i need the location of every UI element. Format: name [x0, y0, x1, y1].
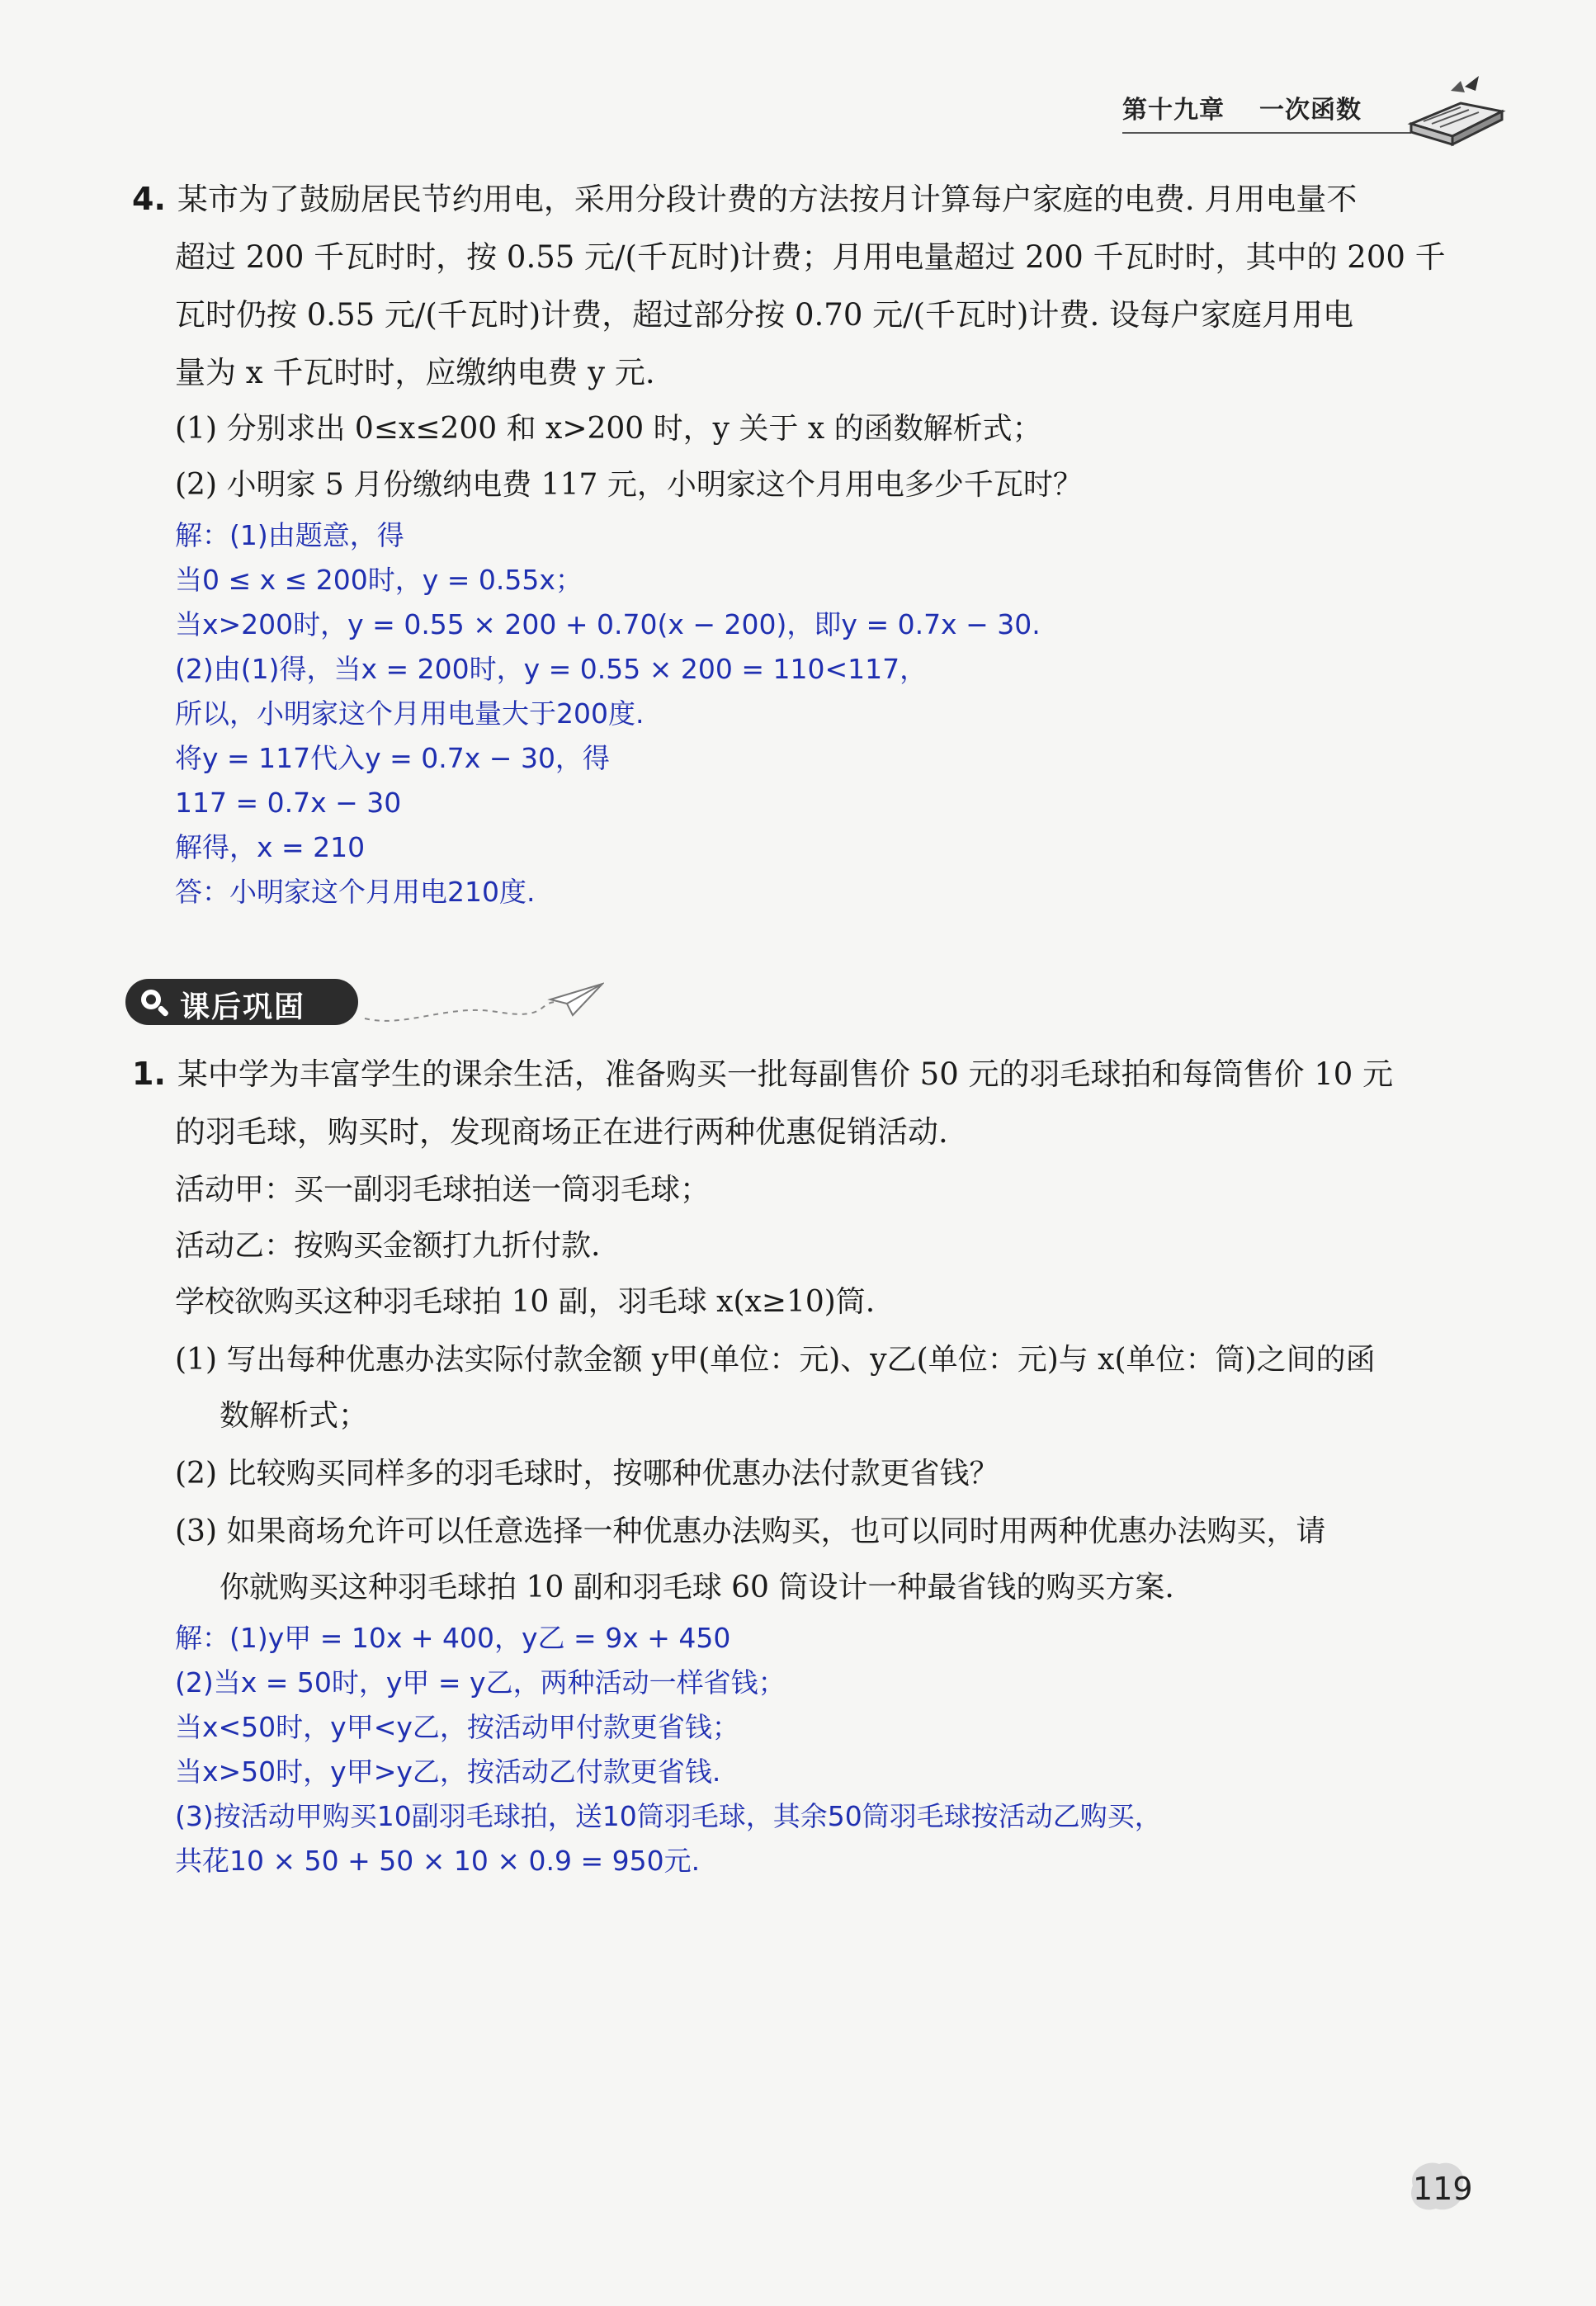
question-1-part-3-cont: 你就购买这种羽毛球拍 10 副和羽毛球 60 筒设计一种最省钱的购买方案.	[220, 1571, 1174, 1604]
question-4-part-1: (1) 分别求出 0≤x≤200 和 x>200 时，y 关于 x 的函数解析式；	[175, 412, 1042, 446]
answer-line: (2)当x = 50时，y甲 = y乙，两种活动一样省钱；	[175, 1666, 786, 1699]
answer-line: 当x>200时，y = 0.55 × 200 + 0.70(x − 200)，即y = 0.7x − 30.	[175, 608, 1041, 640]
question-4-part-2: (2) 小明家 5 月份缴纳电费 117 元，小明家这个月用电多少千瓦时？	[175, 468, 1083, 502]
question-1-line-1: 1. 某中学为丰富学生的课余生活，准备购买一批每副售价 50 元的羽毛球拍和每筒售价 10 元	[132, 1056, 1394, 1092]
answer-line: (3)按活动甲购买10副羽毛球拍，送10筒羽毛球，其余50筒羽毛球按活动乙购买，	[175, 1800, 1162, 1832]
magnifier-icon	[137, 985, 172, 1020]
chapter-title	[1122, 89, 1396, 125]
activity-a: 活动甲：买一副羽毛球拍送一筒羽毛球；	[175, 1173, 711, 1207]
chapter-topic: 一次函数	[1259, 96, 1362, 125]
page-header	[1122, 74, 1551, 149]
answer-line: 解：(1)由题意，得	[175, 519, 404, 551]
question-1-part-2: (2) 比较购买同样多的羽毛球时，按哪种优惠办法付款更省钱？	[175, 1457, 999, 1491]
answer-line: 共花10 × 50 + 50 × 10 × 0.9 = 950元.	[175, 1845, 701, 1877]
section-title: 课后巩固	[180, 990, 306, 1024]
section-pill	[125, 979, 358, 1025]
section-banner	[125, 979, 588, 1037]
question-number: 4.	[132, 181, 166, 217]
question-1-part-1: (1) 写出每种优惠办法实际付款金额 y甲(单位：元)、y乙(单位：元)与 x(单位：筒)之间的函	[175, 1343, 1376, 1377]
answer-line: 解得，x = 210	[175, 831, 366, 863]
answer-line: 当x<50时，y甲<y乙，按活动甲付款更省钱；	[175, 1711, 739, 1743]
question-number: 1.	[132, 1056, 166, 1092]
question-1-line-2: 的羽毛球，购买时，发现商场正在进行两种优惠促销活动.	[175, 1114, 948, 1150]
chapter-number: 第十九章	[1122, 96, 1225, 125]
activity-b: 活动乙：按购买金额打九折付款.	[175, 1229, 601, 1263]
answer-line: 当0 ≤ x ≤ 200时，y = 0.55x；	[175, 564, 583, 596]
question-1-part-1-cont: 数解析式；	[220, 1399, 369, 1433]
question-4	[132, 170, 1469, 402]
answer-line: 将y = 117代入y = 0.7x − 30，得	[175, 742, 610, 774]
question-4-line-3: 瓦时仍按 0.55 元/(千瓦时)计费，超过部分按 0.70 元/(千瓦时)计费. 设每户家庭月用电	[175, 297, 1354, 333]
question-1-part-3: (3) 如果商场允许可以任意选择一种优惠办法购买，也可以同时用两种优惠办法购买，请	[175, 1514, 1326, 1548]
question-4-line-1: 4. 某市为了鼓励居民节约用电，采用分段计费的方法按月计算每户家庭的电费. 月用电量不	[132, 181, 1358, 217]
answer-line: 答：小明家这个月用电210度.	[175, 876, 536, 908]
page-number	[1403, 2156, 1473, 2215]
question-4-line-4: 量为 x 千瓦时时，应缴纳电费 y 元.	[175, 355, 655, 390]
purchase-plan: 学校欲购买这种羽毛球拍 10 副，羽毛球 x(x≥10)筒.	[175, 1285, 876, 1319]
question-4-line-2: 超过 200 千瓦时时，按 0.55 元/(千瓦时)计费；月用电量超过 200 千瓦时时，其中的 200 千	[175, 239, 1446, 275]
answer-line: 所以，小明家这个月用电量大于200度.	[175, 697, 645, 730]
answer-line: 117 = 0.7x − 30	[175, 787, 402, 819]
answer-line: 当x>50时，y甲>y乙，按活动乙付款更省钱.	[175, 1755, 721, 1788]
page-number-text: 119	[1413, 2171, 1473, 2207]
paper-plane-icon	[357, 979, 604, 1037]
open-book-icon	[1403, 74, 1510, 149]
answer-line: 解：(1)y甲 = 10x + 400，y乙 = 9x + 450	[175, 1622, 731, 1654]
question-1	[132, 1045, 1469, 1161]
header-rule	[1122, 132, 1411, 134]
answer-line: (2)由(1)得，当x = 200时，y = 0.55 × 200 = 110<117，	[175, 653, 928, 685]
